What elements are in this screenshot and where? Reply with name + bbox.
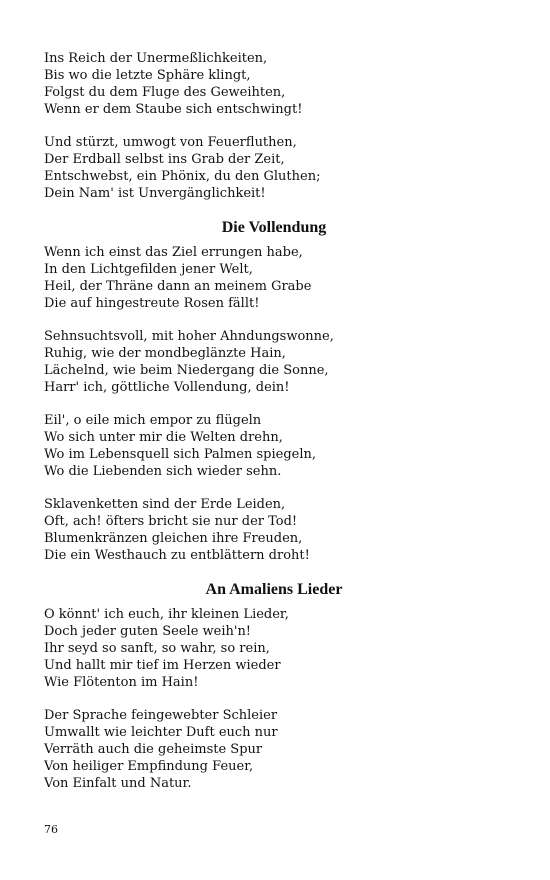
verse-line: Heil, der Thräne dann an meinem Grabe xyxy=(44,279,312,294)
stanza xyxy=(44,244,514,312)
poem-an-amaliens-lieder xyxy=(44,580,514,792)
stanza xyxy=(44,707,514,792)
verse-line: Eil', o eile mich empor zu flügeln xyxy=(44,413,262,428)
verse-line: Lächelnd, wie beim Niedergang die Sonne, xyxy=(44,363,329,378)
stanza xyxy=(44,328,514,396)
verse-line: Von heiliger Empfindung Feuer, xyxy=(44,759,254,774)
verse-line: Verräth auch die geheimste Spur xyxy=(44,742,263,757)
verse-line: Entschwebst, ein Phönix, du den Gluthen; xyxy=(44,169,321,184)
verse-line: Und stürzt, umwogt von Feuerfluthen, xyxy=(44,135,297,150)
verse-line: Von Einfalt und Natur. xyxy=(44,776,192,791)
stanza xyxy=(44,412,514,480)
verse-line: Die auf hingestreute Rosen fällt! xyxy=(44,296,260,311)
verse-line: Wo sich unter mir die Welten drehn, xyxy=(44,430,283,445)
verse-line: Sehnsuchtsvoll, mit hoher Ahndungswonne, xyxy=(44,329,334,344)
stanza xyxy=(44,134,514,202)
verse-line: Wie Flötenton im Hain! xyxy=(44,675,199,690)
verse-line: Wo die Liebenden sich wieder sehn. xyxy=(44,464,282,479)
verse-line: Bis wo die letzte Sphäre klingt, xyxy=(44,68,251,83)
verse-line: Folgst du dem Fluge des Geweihten, xyxy=(44,85,286,100)
stanza xyxy=(44,606,514,691)
verse-line: Der Erdball selbst ins Grab der Zeit, xyxy=(44,152,285,167)
stanza xyxy=(44,50,514,118)
verse-line: Wenn er dem Staube sich entschwingt! xyxy=(44,102,303,117)
verse-line: O könnt' ich euch, ihr kleinen Lieder, xyxy=(44,607,289,622)
verse-line: Die ein Westhauch zu entblättern droht! xyxy=(44,548,310,563)
verse-line: In den Lichtgefilden jener Welt, xyxy=(44,262,253,277)
page-number: 76 xyxy=(44,823,58,836)
verse-line: Ruhig, wie der mondbeglänzte Hain, xyxy=(44,346,286,361)
poem-die-vollendung xyxy=(44,218,514,564)
poem-title: Die Vollendung xyxy=(221,219,327,236)
verse-line: Oft, ach! öfters bricht sie nur der Tod! xyxy=(44,514,298,529)
verse-line: Ihr seyd so sanft, so wahr, so rein, xyxy=(44,641,270,656)
verse-line: Der Sprache feingewebter Schleier xyxy=(44,708,278,723)
verse-line: Ins Reich der Unermeßlichkeiten, xyxy=(44,51,268,66)
verse-line: Umwallt wie leichter Duft euch nur xyxy=(44,725,278,740)
verse-line: Doch jeder guten Seele weih'n! xyxy=(44,624,252,639)
verse-line: Und hallt mir tief im Herzen wieder xyxy=(44,658,281,673)
verse-line: Harr' ich, göttliche Vollendung, dein! xyxy=(44,380,290,395)
poem-continuation xyxy=(44,50,514,202)
verse-line: Wo im Lebensquell sich Palmen spiegeln, xyxy=(44,447,317,462)
poem-title: An Amaliens Lieder xyxy=(205,581,343,598)
stanza xyxy=(44,496,514,564)
verse-line: Wenn ich einst das Ziel errungen habe, xyxy=(44,245,303,260)
verse-line: Blumenkränzen gleichen ihre Freuden, xyxy=(44,531,303,546)
poem-text-block xyxy=(44,50,514,808)
verse-line: Dein Nam' ist Unvergänglichkeit! xyxy=(44,186,266,201)
verse-line: Sklavenketten sind der Erde Leiden, xyxy=(44,497,286,512)
